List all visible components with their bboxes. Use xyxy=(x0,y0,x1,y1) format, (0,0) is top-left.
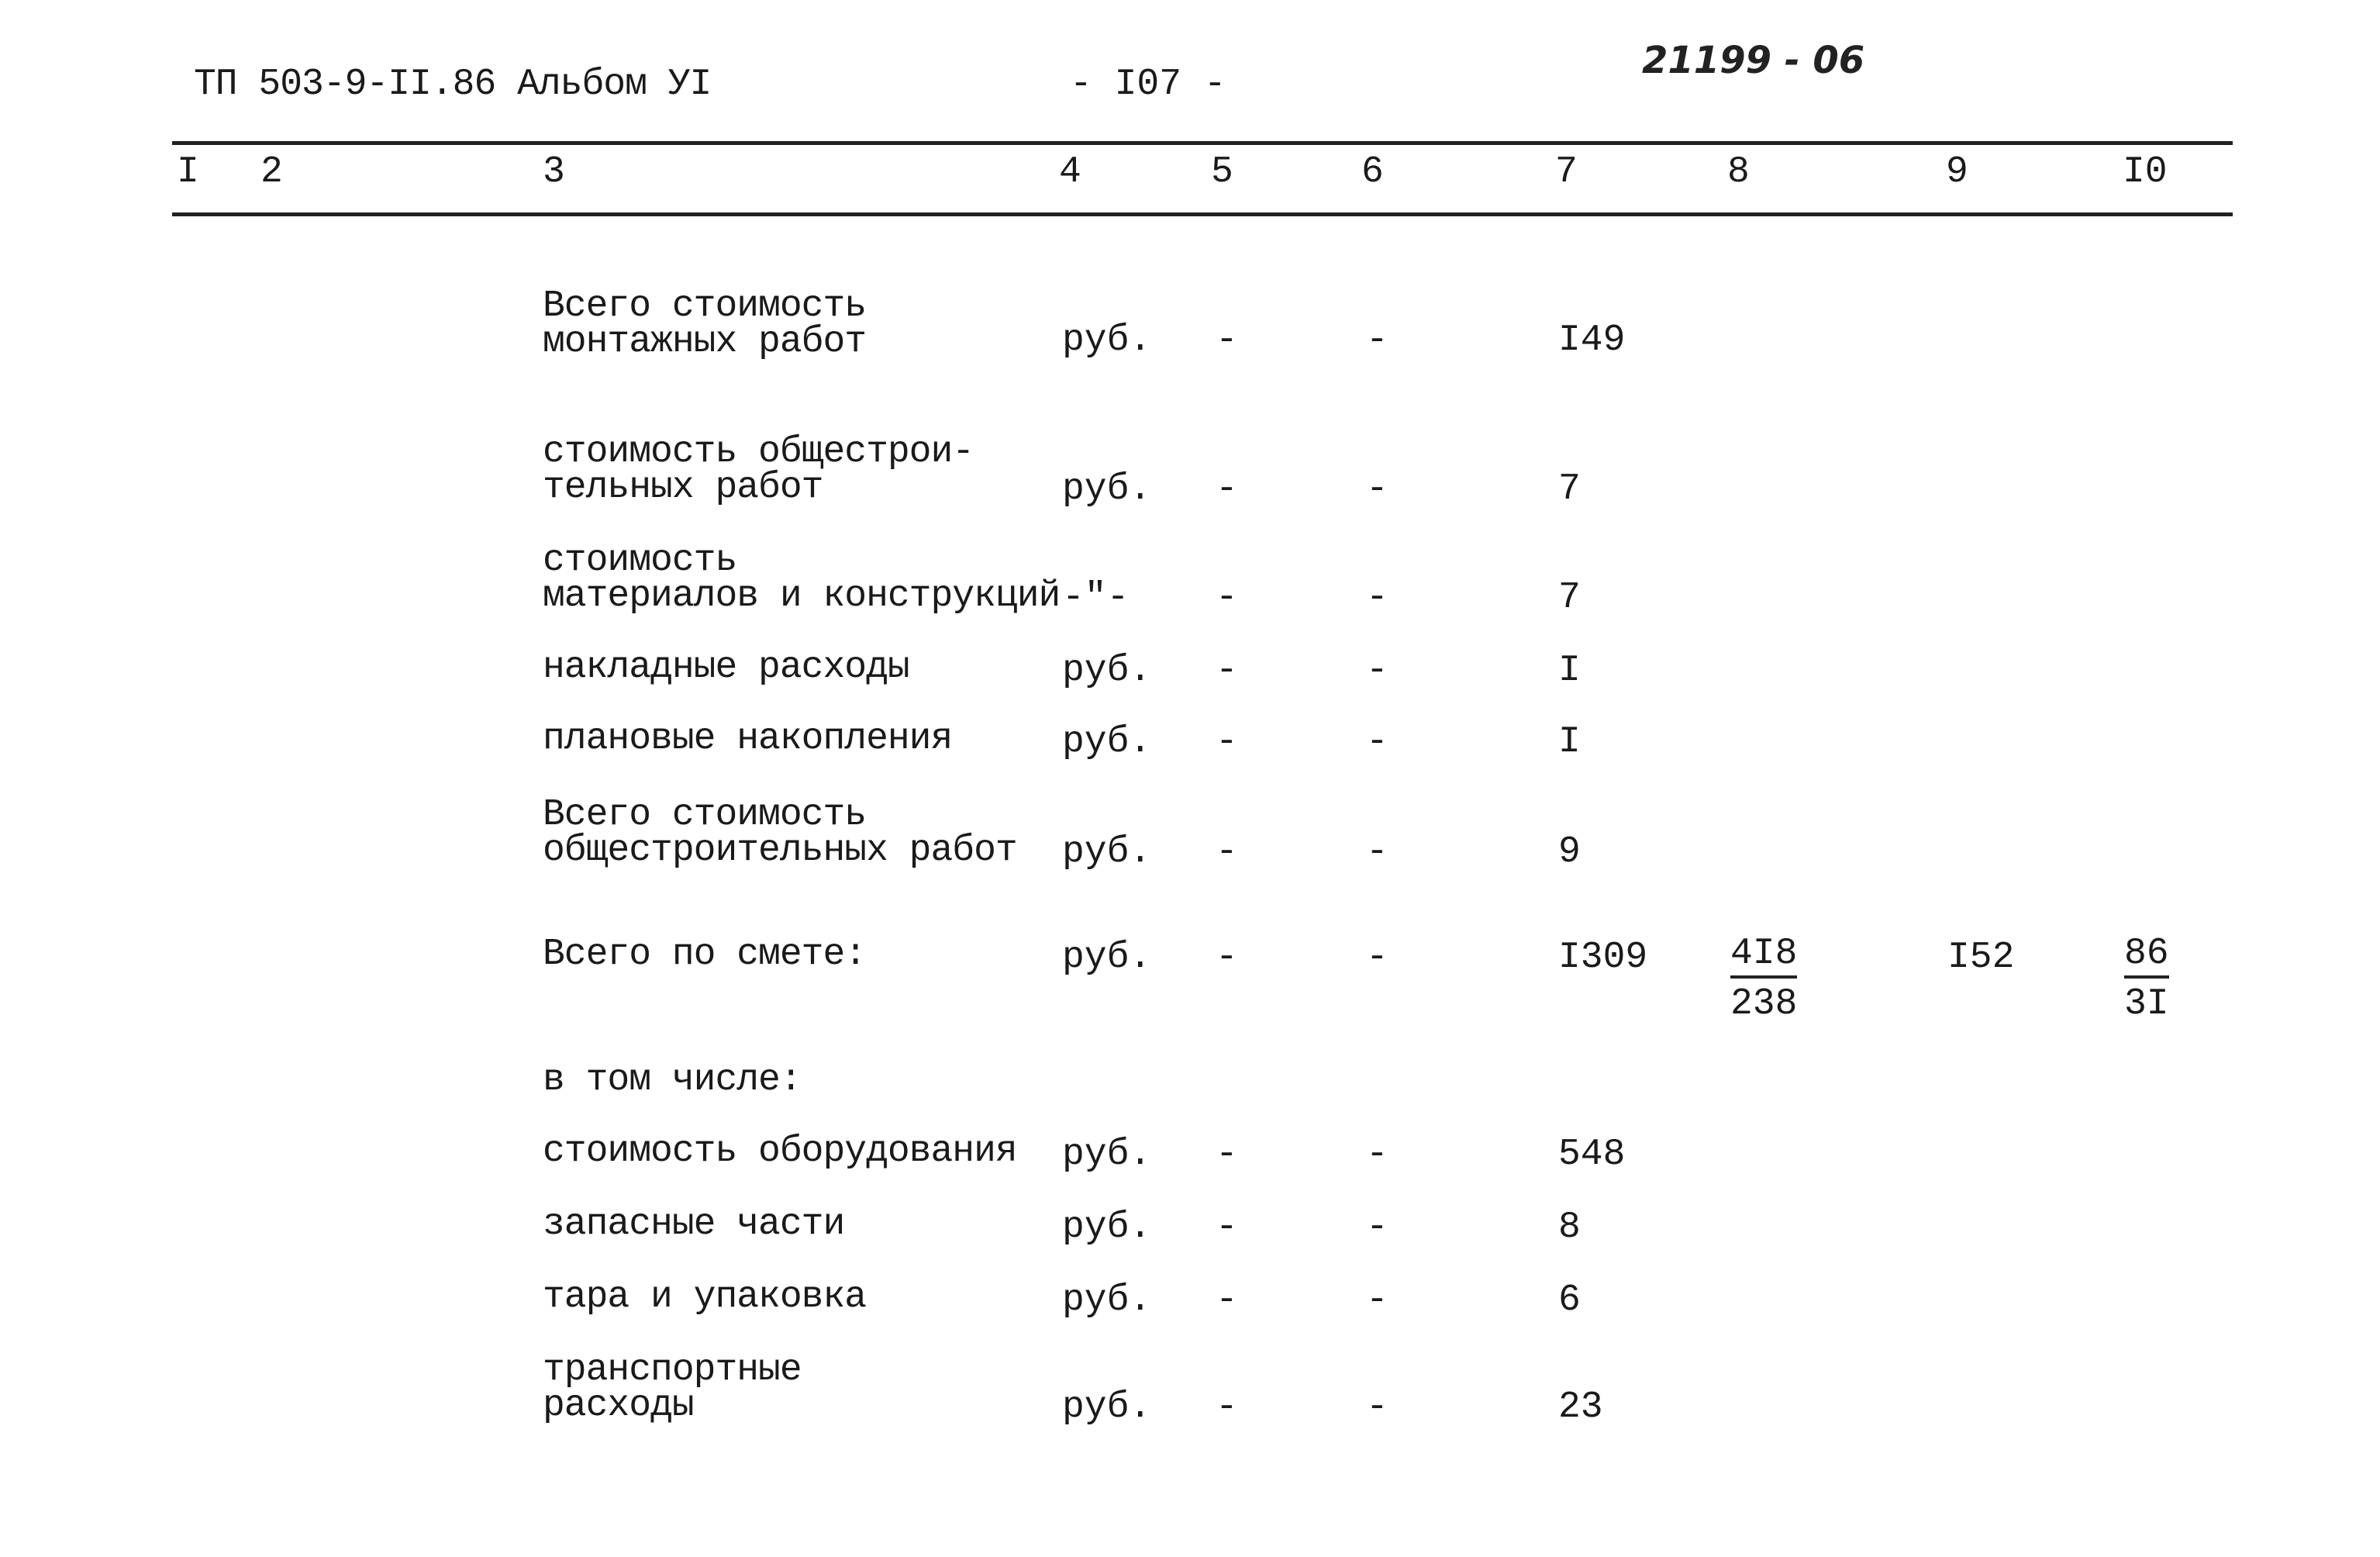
row-col7: I309 xyxy=(1558,937,1648,979)
row-col7: 7 xyxy=(1558,468,1581,510)
row-col7: 6 xyxy=(1558,1279,1581,1321)
fraction-denominator: 238 xyxy=(1730,983,1798,1025)
row-col5: - xyxy=(1216,721,1238,763)
row-col5: - xyxy=(1216,1279,1238,1321)
row-col6: - xyxy=(1366,1134,1388,1176)
fraction-denominator: 3I xyxy=(2124,983,2169,1025)
row-col9: I52 xyxy=(1947,937,2015,979)
row-col7: I xyxy=(1558,650,1581,692)
row-label: стоимость материалов и конструкций xyxy=(543,540,1061,617)
row-col5: - xyxy=(1216,937,1238,979)
column-header-7: 7 xyxy=(1555,151,1578,193)
fraction-numerator: 86 xyxy=(2124,932,2169,979)
page-number: - I07 - xyxy=(1070,64,1226,105)
row-col5: - xyxy=(1216,319,1238,361)
row-col7: 9 xyxy=(1558,831,1581,873)
row-label: Всего стоимость общестроительных работ xyxy=(543,794,1017,872)
column-header-1: I xyxy=(177,151,199,193)
row-label: стоимость общестрои- тельных работ xyxy=(543,431,974,509)
row-label: в том числе: xyxy=(543,1059,802,1101)
row-col7: I49 xyxy=(1558,319,1626,361)
row-label: тара и упаковка xyxy=(543,1276,867,1318)
row-unit: руб. xyxy=(1062,468,1152,510)
row-col6: - xyxy=(1366,577,1388,619)
row-col7: I xyxy=(1558,721,1581,763)
row-unit: руб. xyxy=(1062,1134,1152,1176)
row-col7: 548 xyxy=(1558,1134,1626,1176)
row-col6: - xyxy=(1366,721,1388,763)
row-col5: - xyxy=(1216,577,1238,619)
row-col7: 8 xyxy=(1558,1207,1581,1248)
document-reference: ТП 503-9-II.86 Альбом УI xyxy=(194,64,712,105)
row-col6: - xyxy=(1366,319,1388,361)
row-col6: - xyxy=(1366,1279,1388,1321)
row-col5: - xyxy=(1216,1386,1238,1428)
row-label: запасные части xyxy=(543,1203,845,1245)
row-unit: руб. xyxy=(1062,650,1152,692)
row-col6: - xyxy=(1366,1386,1388,1428)
row-unit: руб. xyxy=(1062,1386,1152,1428)
row-col6: - xyxy=(1366,831,1388,873)
row-label: плановые накопления xyxy=(543,718,953,760)
fraction-numerator: 4I8 xyxy=(1730,932,1797,979)
row-col5: - xyxy=(1216,1134,1238,1176)
row-col6: - xyxy=(1366,468,1388,510)
row-col7: 23 xyxy=(1558,1386,1603,1428)
row-label: стоимость оборудования xyxy=(543,1131,1017,1172)
row-col6: - xyxy=(1366,650,1388,692)
row-col6: - xyxy=(1366,1207,1388,1248)
column-header-9: 9 xyxy=(1946,151,1968,193)
row-label: накладные расходы xyxy=(543,647,909,689)
row-col7: 7 xyxy=(1558,577,1581,619)
row-unit: руб. xyxy=(1062,721,1152,763)
row-col8-fraction xyxy=(1730,932,1797,1030)
column-header-2: 2 xyxy=(260,151,283,193)
row-unit: руб. xyxy=(1062,319,1152,361)
column-header-10: I0 xyxy=(2123,151,2168,193)
row-col5: - xyxy=(1216,1207,1238,1248)
row-col5: - xyxy=(1216,468,1238,510)
row-label: транспортные расходы xyxy=(543,1349,802,1427)
row-unit: руб. xyxy=(1062,937,1152,979)
row-label: Всего по смете: xyxy=(543,934,867,975)
header-top-rule xyxy=(172,141,2233,145)
row-col6: - xyxy=(1366,937,1388,979)
row-col5: - xyxy=(1216,831,1238,873)
row-unit: -"- xyxy=(1062,577,1130,619)
column-header-3: 3 xyxy=(543,151,565,193)
row-unit: руб. xyxy=(1062,831,1152,873)
column-header-5: 5 xyxy=(1211,151,1233,193)
row-unit: руб. xyxy=(1062,1279,1152,1321)
row-unit: руб. xyxy=(1062,1207,1152,1248)
handwritten-code: 21199 - 06 xyxy=(1642,39,1865,82)
column-header-6: 6 xyxy=(1361,151,1384,193)
column-header-8: 8 xyxy=(1727,151,1750,193)
header-bottom-rule xyxy=(172,212,2233,216)
row-label: Всего стоимость монтажных работ xyxy=(543,285,867,363)
column-header-4: 4 xyxy=(1059,151,1081,193)
row-col10-fraction xyxy=(2124,932,2169,1030)
row-col5: - xyxy=(1216,650,1238,692)
